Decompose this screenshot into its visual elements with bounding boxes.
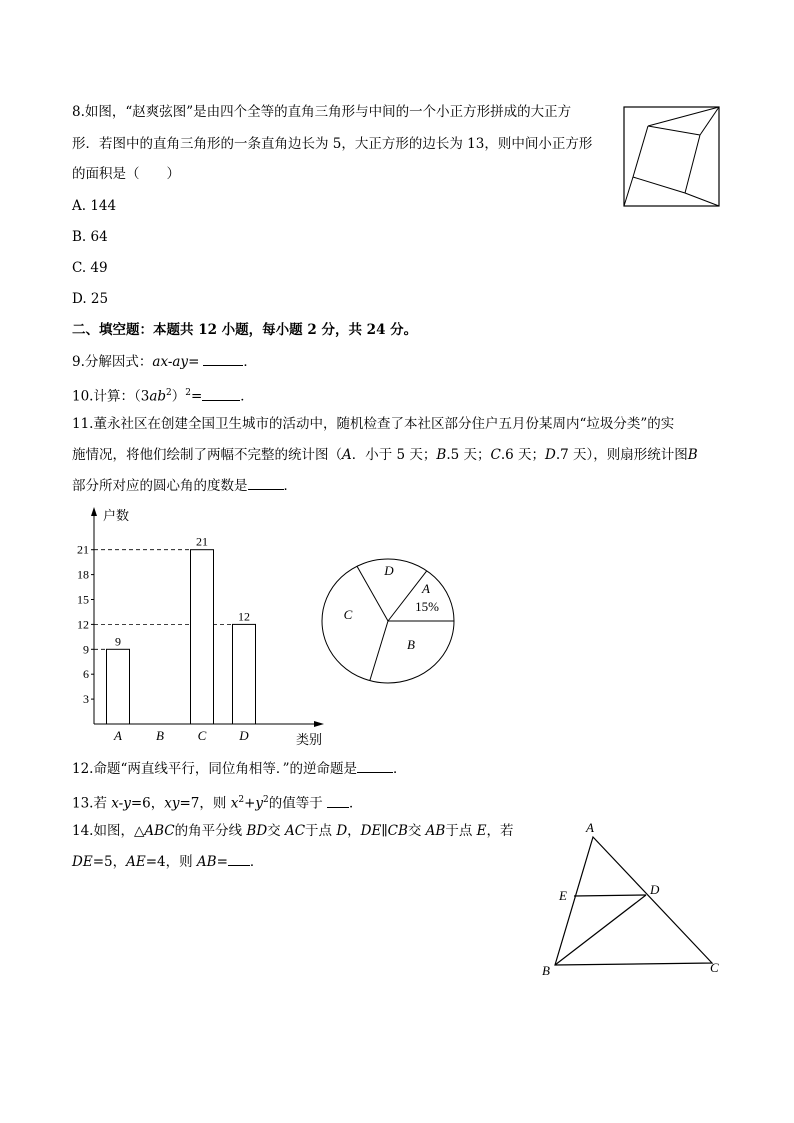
q13-answer-blank[interactable] xyxy=(327,795,349,808)
q14-text: ∥ xyxy=(381,823,388,839)
q14-text: 于点 xyxy=(445,823,477,839)
q10-outer-exp: 2 xyxy=(185,388,191,398)
point-b-label: B xyxy=(542,963,550,978)
q10-base: ab xyxy=(149,388,167,405)
bar-chart xyxy=(68,505,330,745)
q13-text: 13.若 xyxy=(72,795,112,812)
q13-text: + xyxy=(244,795,256,812)
q14-text: 交 xyxy=(267,823,285,839)
q13-expr: x-y xyxy=(111,795,131,812)
q9 xyxy=(72,353,257,371)
q14-text: =4，则 xyxy=(145,854,197,870)
q13-sup: 2 xyxy=(238,795,245,805)
q11-line-2 xyxy=(72,446,698,464)
q11-cat-b: B xyxy=(436,447,447,463)
q14-text: 14.如图，△ xyxy=(72,823,145,839)
slice-label-c: C xyxy=(343,607,353,622)
q14-sym: DE xyxy=(360,823,382,839)
data-label: 9 xyxy=(115,634,121,649)
q14-text: = xyxy=(216,854,228,870)
point-a-label: A xyxy=(586,820,594,835)
q11-text: .7 天），则扇形统计图 xyxy=(555,447,688,463)
q9-prefix: 9.分解因式： xyxy=(72,354,153,370)
q10-answer-blank[interactable] xyxy=(202,388,240,401)
q14-sym: AC xyxy=(284,823,306,839)
q8-option-b: B. 64 xyxy=(72,229,108,245)
q10-exp: 2 xyxy=(166,388,172,398)
q11-end: ． xyxy=(283,478,297,494)
q8-option-c: C. 49 xyxy=(72,260,108,276)
q14-text: ， xyxy=(347,823,361,839)
x-axis-label: 类别 xyxy=(296,732,323,747)
q14-sym: AB xyxy=(425,823,446,839)
segment-de xyxy=(574,895,646,896)
y-tick-label: 3 xyxy=(83,692,89,707)
x-tick-label: A xyxy=(114,728,122,743)
point-c-label: C xyxy=(710,960,719,975)
q14-sym: D xyxy=(336,823,348,839)
q8-line-2: 形．若图中的直角三角形的一条直角边长为 5，大正方形的边长为 13，则中间小正方形 xyxy=(72,136,593,152)
zhao-shuang-diagram xyxy=(623,106,721,208)
q14-sym: BD xyxy=(246,823,268,839)
q12-end: ． xyxy=(393,761,407,777)
q11-cat-d: D xyxy=(545,447,556,463)
q9-answer-blank[interactable] xyxy=(203,353,243,366)
q13-end: ． xyxy=(349,795,363,812)
q9-end: ． xyxy=(243,354,257,370)
q13-sup: 2 xyxy=(263,795,269,805)
q14-end: ． xyxy=(249,854,264,870)
triangle-diagram xyxy=(538,818,728,980)
x-tick-label: D xyxy=(239,728,249,743)
q14-sym: E xyxy=(476,823,487,839)
y-tick-label: 6 xyxy=(83,667,89,682)
q10-end: ． xyxy=(240,388,254,405)
q11-text: 施情况，将他们绘制了两幅不完整的统计图（ xyxy=(72,447,342,463)
q11-line-3 xyxy=(72,477,297,495)
bar-d xyxy=(233,624,256,724)
q11-text: .5 天； xyxy=(446,447,491,463)
q8-line-1: 8.如图，“赵爽弦图”是由四个全等的直角三角形与中间的一个小正方形拼成的大正方 xyxy=(72,104,572,120)
q11-text: .6 天； xyxy=(500,447,546,463)
data-label: 21 xyxy=(196,534,208,549)
q11-answer-blank[interactable] xyxy=(248,477,284,490)
q14-sym: CB xyxy=(387,823,408,839)
y-axis-label: 户数 xyxy=(103,508,130,523)
q13-expr: xy xyxy=(164,795,180,812)
q14-text: 于点 xyxy=(305,823,337,839)
q12-text: 12.命题“两直线平行，同位角相等．”的逆命题是 xyxy=(72,761,358,777)
section-2-heading: 二、填空题：本题共 12 小题，每小题 2 分，共 24 分。 xyxy=(72,322,418,338)
slice-label-a: A xyxy=(422,581,430,596)
point-d-label: D xyxy=(650,882,660,897)
q14-text: 的角平分线 xyxy=(174,823,247,839)
y-tick-label: 18 xyxy=(77,567,89,582)
point-e-label: E xyxy=(559,888,567,903)
x-axis-arrow xyxy=(314,721,324,727)
q8-line-3: 的面积是（ ） xyxy=(72,166,180,182)
q8-option-d: D. 25 xyxy=(72,291,109,307)
q14-sym: AB xyxy=(196,854,217,870)
q14-text: ，若 xyxy=(486,823,514,839)
q9-eq: = xyxy=(188,354,200,370)
x-tick-label: C xyxy=(197,728,207,743)
bar-c xyxy=(191,550,214,724)
q12 xyxy=(72,760,407,778)
q14-text: =5， xyxy=(92,854,127,870)
q13-expr: y xyxy=(255,795,264,812)
q11-cat-b-ref: B xyxy=(687,447,698,463)
q9-expr: ax-ay xyxy=(152,354,189,370)
q14-sym: ABC xyxy=(144,823,175,839)
y-tick-label: 15 xyxy=(77,592,89,607)
q14-answer-blank[interactable] xyxy=(228,853,250,866)
q8-option-a: A. 144 xyxy=(72,198,117,214)
q14-sym: AE xyxy=(126,854,146,870)
q11-text: ．小于 5 天； xyxy=(351,447,437,463)
q11-line-1: 11.董永社区在创建全国卫生城市的活动中，随机检查了本社区部分住户五月份某周内“垃圾分类”的实 xyxy=(72,416,675,432)
triangle-abc xyxy=(555,837,712,965)
q10-prefix: 10.计算：（3 xyxy=(72,388,150,405)
bar-a xyxy=(107,649,130,724)
q14-text: 交 xyxy=(407,823,426,839)
q13-expr: x xyxy=(230,795,239,812)
slice-annotation-a: 15% xyxy=(415,599,439,614)
q12-answer-blank[interactable] xyxy=(357,760,393,773)
slice-label-b: B xyxy=(407,637,415,652)
q11-cat-a: A xyxy=(342,447,352,463)
q13 xyxy=(72,791,363,813)
bisector-bd xyxy=(555,895,646,965)
x-tick-label: B xyxy=(156,728,164,743)
y-tick-label: 21 xyxy=(77,542,89,557)
q14-sym: DE xyxy=(72,854,93,870)
data-label: 12 xyxy=(238,609,250,624)
q13-text: 的值等于 xyxy=(268,795,328,812)
q13-text: =7，则 xyxy=(179,795,231,812)
q13-text: =6， xyxy=(130,795,165,812)
y-axis-arrow xyxy=(91,507,97,516)
y-tick-label: 9 xyxy=(83,642,89,657)
q11-text: 部分所对应的圆心角的度数是 xyxy=(72,478,248,494)
q14-line-1 xyxy=(72,822,513,840)
y-tick-label: 12 xyxy=(77,617,89,632)
q10 xyxy=(72,384,254,406)
q14-line-2 xyxy=(72,853,263,871)
pie-chart xyxy=(318,555,460,689)
slice-label-d: D xyxy=(384,563,394,578)
q11-cat-c: C xyxy=(490,447,501,463)
q10-eq: = xyxy=(190,388,203,405)
q10-close: ） xyxy=(171,388,186,405)
